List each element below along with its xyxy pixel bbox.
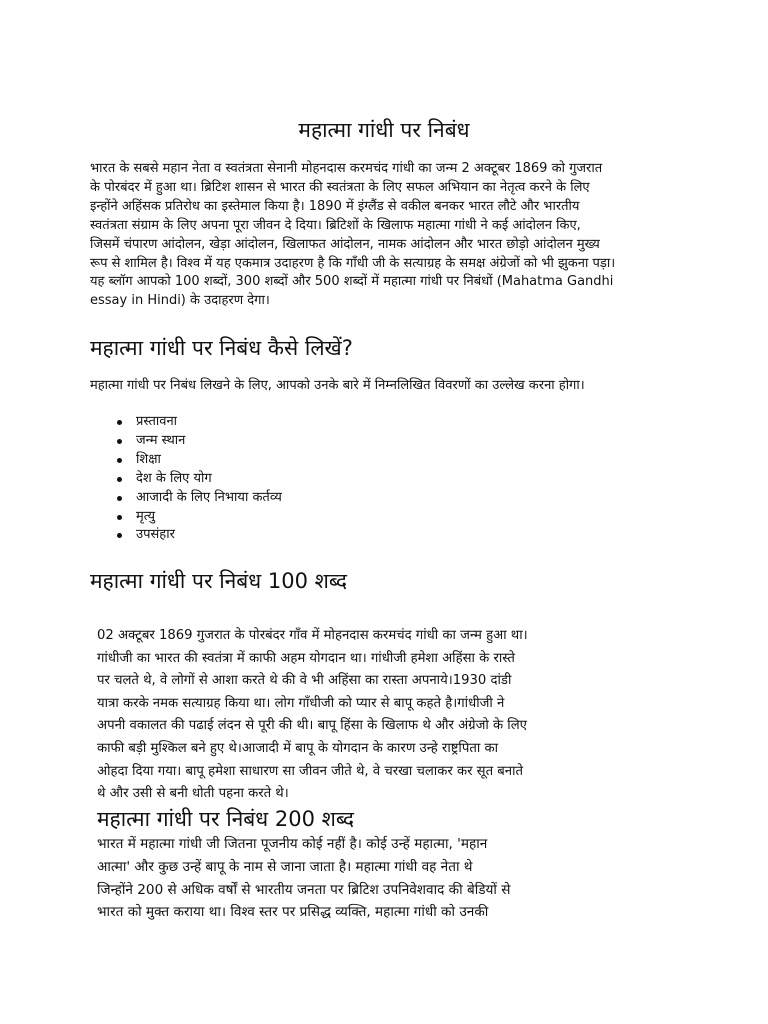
text-line: essay in Hindi) के उदाहरण देगा।	[90, 293, 270, 309]
text-line: जिसमें चंपारण आंदोलन, खेड़ा आंदोलन, खिलाफत आंदोलन, नामक आंदोलन और भारत छोड़ो आंदोलन मुख्य	[90, 236, 600, 252]
text-line: इन्होंने अहिंसक प्रतिरोध का इस्तेमाल किया है। 1890 में इंग्लैंड से वकील बनकर भारत लौटे और भारतीय	[90, 198, 580, 214]
bullet-list	[118, 413, 282, 545]
section-heading-100: महात्मा गांधी पर निबंध 100 शब्द	[90, 569, 348, 593]
text-line: 02 अक्टूबर 1869 गुजरात के पोरबंदर गाँव में मोहनदास करमचंद गांधी का जन्म हुआ था।	[97, 628, 528, 643]
essay-100-paragraph	[97, 625, 577, 806]
text-line: आत्मा' और कुछ उन्हें बापू के नाम से जाना जाता है। महात्मा गांधी वह नेता थे	[97, 858, 473, 875]
page-title: महात्मा गांधी पर निबंध	[298, 118, 470, 142]
text-line: के पोरबंदर में हुआ था। ब्रिटिश शासन से भारत की स्वतंत्रता के लिए सफल अभियान का नेतृत्व करने के लिए	[90, 179, 590, 195]
text-line: गांधीजी का भारत की स्वतंत्रा में काफी अहम योगदान था। गांधीजी हमेशा अहिंसा के रास्ते	[97, 650, 515, 666]
list-item: जन्म स्थान	[118, 432, 282, 451]
text-line: भारत को मुक्त कराया था। विश्व स्तर पर प्रसिद्ध व्यक्ति, महात्मा गांधी को उनकी	[97, 904, 489, 921]
text-line: स्वतंत्रता संग्राम के लिए अपना पूरा जीवन दे दिया। ब्रिटिशों के खिलाफ महात्मा गांधी ने कई आंदोलन किए,	[90, 217, 581, 233]
list-item: आजादी के लिए निभाया कर्तव्य	[118, 489, 282, 508]
how-paragraph: महात्मा गांधी पर निबंध लिखने के लिए, आपको उनके बारे में निम्नलिखित विवरणों का उल्लेख करना होगा।	[90, 378, 585, 393]
text-line: जिन्होंने 200 से अधिक वर्षों से भारतीय जनता पर ब्रिटिश उपनिवेशवाद की बेडियों से	[97, 881, 511, 898]
text-line: थे और उसी से बनी धोती पहना करते थे।	[97, 786, 289, 802]
text-line: यह ब्लॉग आपको 100 शब्दों, 300 शब्दों और 500 शब्दों में महात्मा गांधी पर निबंधों (Mahatma Gandhi	[90, 274, 614, 290]
text-line: ओहदा दिया गया। बापू हमेशा साधारण सा जीवन जीते थे, वे चरखा चलाकर कर सूत बनाते	[97, 763, 524, 779]
text-line: यात्रा करके नमक सत्याग्रह किया था। लोग गाँधीजी को प्यार से बापू कहते है।गांधीजी ने	[97, 695, 505, 711]
list-item: प्रस्तावना	[118, 413, 282, 432]
intro-paragraph	[90, 160, 690, 311]
list-item: मृत्यु	[118, 508, 282, 527]
essay-200-paragraph	[97, 833, 582, 924]
text-line: भारत में महात्मा गांधी जी जितना पूजनीय कोई नहीं है। कोई उन्हें महात्मा, 'महान	[97, 836, 488, 852]
text-line: भारत के सबसे महान नेता व स्वतंत्रता सेनानी मोहनदास करमचंद गांधी का जन्म 2 अक्टूबर 1869 को गुजरात	[90, 161, 603, 176]
text-line: अपनी वकालत की पढाई लंदन से पूरी की थी। बापू हिंसा के खिलाफ थे और अंग्रेजो के लिए	[97, 718, 527, 734]
text-line: काफी बड़ी मुश्किल बने हुए थे।आजादी में बापू के योगदान के कारण उन्हे राष्ट्रपिता का	[97, 740, 499, 756]
text-line: रूप से शामिल है। विश्व में यह एकमात्र उदाहरण है कि गाँधी जी के सत्याग्रह के समक्ष अंग्रेजों को भी झुकना पड़ा।	[90, 255, 616, 271]
section-heading-how: महात्मा गांधी पर निबंध कैसे लिखें?	[90, 336, 353, 360]
text-line: पर चलते थे, वे लोगों से आशा करते थे की वे भी अहिंसा का रास्ता अपनाये।1930 दांडी	[97, 673, 512, 689]
section-heading-200: महात्मा गांधी पर निबंध 200 शब्द	[97, 807, 355, 831]
list-item: देश के लिए योग	[118, 470, 282, 489]
list-item: शिक्षा	[118, 451, 282, 470]
list-item: उपसंहार	[118, 526, 282, 545]
